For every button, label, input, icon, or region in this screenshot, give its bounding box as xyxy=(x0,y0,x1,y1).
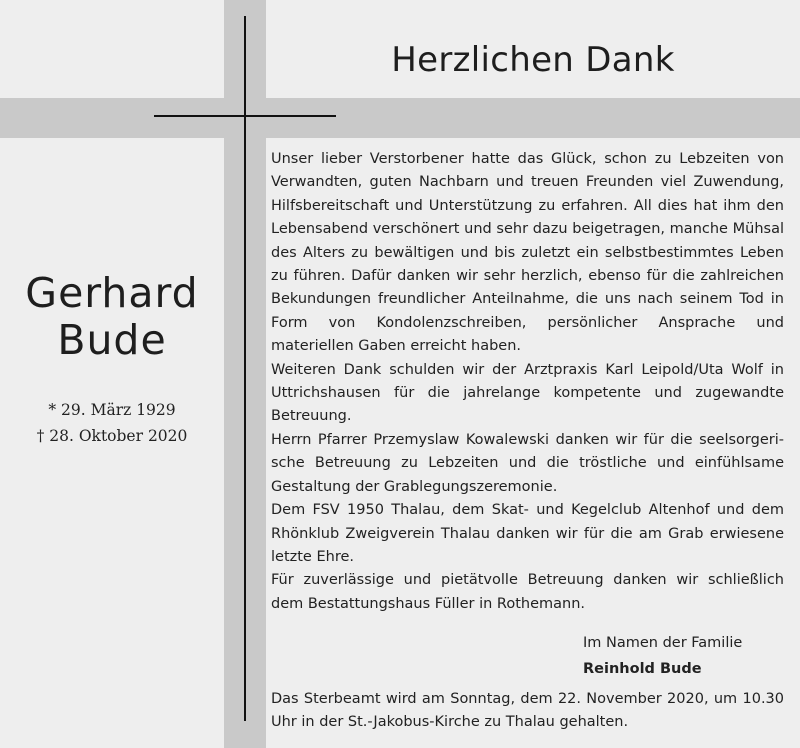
cross-band-horizontal xyxy=(0,98,800,138)
paragraph: Herrn Pfarrer Przemyslaw Kowalewski danken wir für die seelsorgerische Betreuung zu Lebzeiten und die tröstliche und einfühlsame Gestaltung der Grablegungszeremonie. xyxy=(271,431,784,495)
cross-line-horizontal xyxy=(154,115,336,117)
service-note xyxy=(271,688,784,735)
birth-date: * 29. März 1929 xyxy=(48,401,176,419)
death-date: † 28. Oktober 2020 xyxy=(36,427,188,445)
service-note-text: Das Sterbeamt wird am Sonntag, dem 22. November 2020, um 10.30 Uhr in der St.-Jakobus-Kirche zu Thalau gehalten. xyxy=(271,691,784,731)
thanks-text xyxy=(271,148,784,616)
page-title: Herzlichen Dank xyxy=(391,40,675,80)
signature-line: Im Namen der Familie xyxy=(583,635,743,651)
deceased-name xyxy=(0,270,224,364)
paragraph: Weiteren Dank schulden wir der Arztpraxis Karl Leipold/Uta Wolf in Uttrichshausen für die jahrelange kompetente und zugewandte Betreuung. xyxy=(271,361,784,425)
life-dates xyxy=(0,397,224,449)
signer-name: Reinhold Bude xyxy=(583,661,702,677)
last-name: Bude xyxy=(57,316,167,364)
cross-line-vertical xyxy=(244,16,246,721)
signature xyxy=(583,630,742,682)
paragraph: Für zuverlässige und pietätvolle Betreuung danken wir schließlich dem Bestattungshaus Füller in Rothemann. xyxy=(271,572,784,612)
paragraph: Unser lieber Verstorbener hatte das Glück, schon zu Lebzeiten von Verwandten, guten Nachbarn und treuen Freunden viel Zuwendung, Hilfsbereitschaft und Unterstützung zu erfahren. All dies hat ihm den Lebensabend verschönert und sehr dazu beigetragen, manche Mühsal des Alters zu bewältigen und bis zuletzt ein selbstbestimmtes Leben zu führen. Dafür danken wir sehr herzlich, ebenso für die zahlreichen Bekundungen freundlicher Anteilnahme, die uns nach seinem Tod in Form von Kondolenzschreiben, persönlicher Ansprache und materiellen Gaben erreicht haben. xyxy=(271,151,784,355)
first-name: Gerhard xyxy=(25,269,199,317)
paragraph: Dem FSV 1950 Thalau, dem Skat- und Kegelclub Altenhof und dem Rhönklub Zweigverein Thalau danken wir für die am Grab erwiesene letzte Ehre. xyxy=(271,502,784,565)
